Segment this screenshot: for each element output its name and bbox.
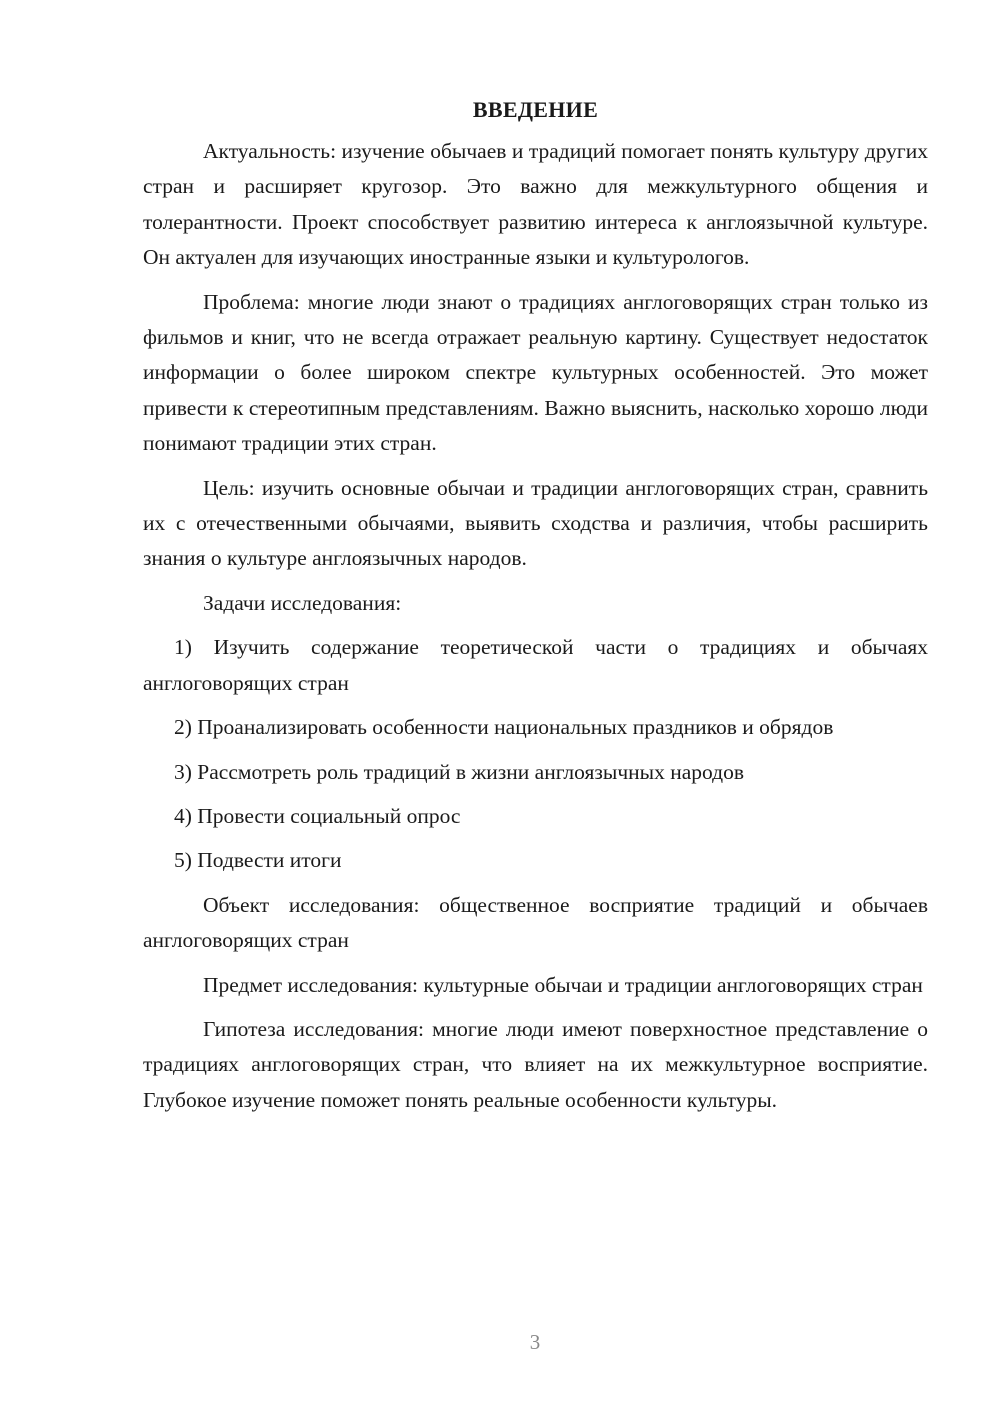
- problem-paragraph: Проблема: многие люди знают о традициях англоговорящих стран только из фильмов и книг, что не всегда отражает реальную картину. Существует недостаток информации о более широком спектре культурных особенностей. Это может привести к стереотипным представлениям. Важно выяснить, насколько хорошо люди понимают традиции этих стран.: [143, 289, 928, 456]
- task-item-5: 5) Подвести итоги: [174, 848, 342, 873]
- page-title: ВВЕДЕНИЕ: [472, 97, 599, 122]
- task-item-2: 2) Проанализировать особенности национальных праздников и обрядов: [174, 715, 834, 740]
- task-item-4: 4) Провести социальный опрос: [174, 803, 461, 828]
- task-item-3: 3) Рассмотреть роль традиций в жизни англоязычных народов: [174, 759, 744, 784]
- subject-paragraph: Предмет исследования: культурные обычаи и традиции англоговорящих стран: [203, 972, 923, 997]
- relevance-paragraph: Актуальность: изучение обычаев и традиций помогает понять культуру других стран и расширяет кругозор. Это важно для межкультурного общения и толерантности. Проект способствует развитию интереса к англоязычной культуре. Он актуален для изучающих иностранные языки и культурологов.: [143, 139, 928, 270]
- task-item-1: 1) Изучить содержание теоретической части о традициях и обычаях англоговорящих стран: [143, 635, 928, 695]
- tasks-heading: Задачи исследования:: [203, 590, 402, 615]
- hypothesis-paragraph: Гипотеза исследования: многие люди имеют поверхностное представление о традициях англоговорящих стран, что влияет на их межкультурное восприятие. Глубокое изучение поможет понять реальные особенности культуры.: [143, 1016, 928, 1112]
- object-paragraph: Объект исследования: общественное восприятие традиций и обычаев англоговорящих стран: [143, 892, 928, 953]
- goal-paragraph: Цель: изучить основные обычаи и традиции англоговорящих стран, сравнить их с отечественными обычаями, выявить сходства и различия, чтобы расширить знания о культуре англоязычных народов.: [143, 475, 928, 571]
- page-number: 3: [529, 1330, 541, 1354]
- document-page: [143, 92, 928, 1127]
